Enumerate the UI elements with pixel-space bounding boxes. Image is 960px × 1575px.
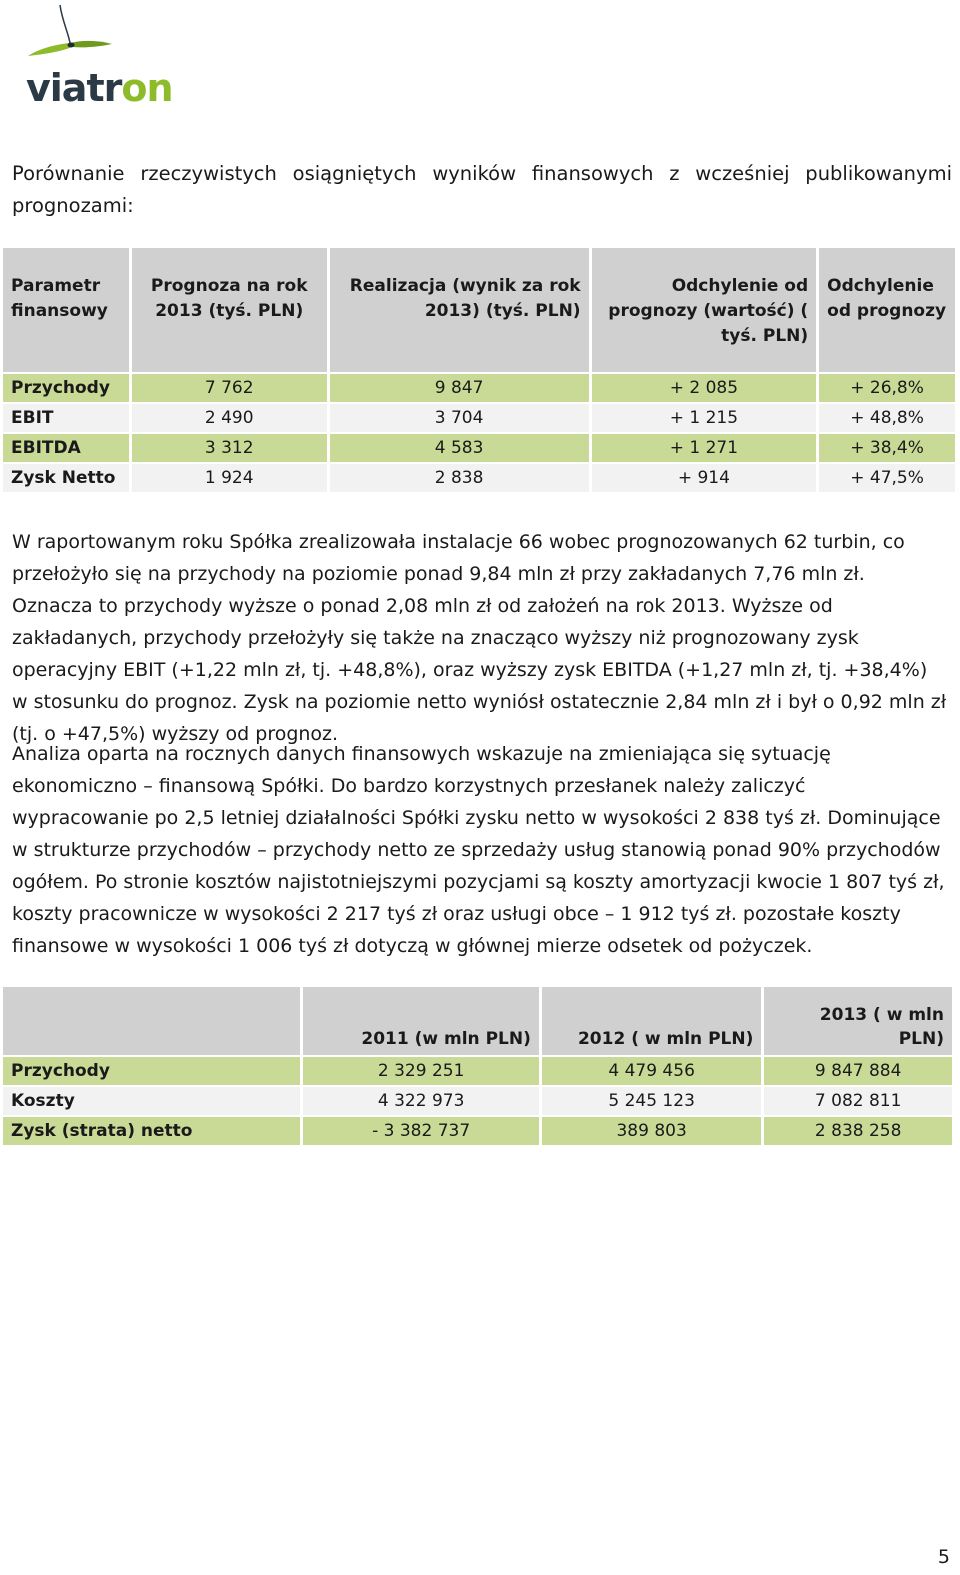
table-row — [3, 434, 955, 462]
table-row — [3, 1057, 952, 1085]
cell-2012: 4 479 456 — [542, 1057, 762, 1085]
logo-wordmark — [26, 66, 173, 110]
col-header-2011: 2011 (w mln PLN) — [303, 987, 538, 1055]
cell-2011: - 3 382 737 — [303, 1117, 538, 1145]
viatron-logo — [22, 0, 197, 110]
cell-2013: 9 847 884 — [764, 1057, 952, 1085]
table-header-row — [3, 248, 955, 372]
cell-deviation-value: + 1 271 — [592, 434, 817, 462]
cell-2012: 5 245 123 — [542, 1087, 762, 1115]
page-number: 5 — [937, 1546, 950, 1568]
row-label: Przychody — [3, 374, 129, 402]
col-header-parameter: Parametr finansowy — [3, 248, 129, 372]
cell-2011: 2 329 251 — [303, 1057, 538, 1085]
cell-realization: 4 583 — [330, 434, 589, 462]
cell-2013: 7 082 811 — [764, 1087, 952, 1115]
col-header-2013: 2013 ( w mln PLN) — [764, 987, 952, 1055]
row-label: Przychody — [3, 1057, 300, 1085]
table-row — [3, 1117, 952, 1145]
col-header-2012: 2012 ( w mln PLN) — [542, 987, 762, 1055]
col-header-deviation-value: Odchylenie od prognozy (wartość) ( tyś. PLN) — [592, 248, 817, 372]
cell-deviation-percent: + 47,5% — [819, 464, 955, 492]
cell-forecast: 1 924 — [132, 464, 327, 492]
table-row — [3, 1087, 952, 1115]
row-label: Koszty — [3, 1087, 300, 1115]
col-header-empty — [3, 987, 300, 1055]
paragraph-results: W raportowanym roku Spółka zrealizowała instalacje 66 wobec prognozowanych 62 turbin, co przełożyło się na przychody na poziomie ponad 9,84 mln zł przy zakładanych 7,76 mln zł. Oznacza to przychody wyższe o ponad 2,08 mln zł od założeń na rok 2013. Wyższe od zakładanych, przychody przełożyły się także na znacząco wyższy niż prognozowany zysk operacyjny EBIT (+1,22 mln zł, tj. +48,8%), oraz wyższy zysk EBITDA (+1,27 mln zł, tj. +38,4%) w stosunku do prognoz. Zysk na poziomie netto wyniósł ostatecznie 2,84 mln zł i był o 0,92 mln zł (tj. o +47,5%) wyższy od prognoz. — [12, 531, 947, 745]
cell-realization: 2 838 — [330, 464, 589, 492]
col-header-deviation-percent: Odchylenie od prognozy — [819, 248, 955, 372]
cell-deviation-value: + 914 — [592, 464, 817, 492]
cell-forecast: 3 312 — [132, 434, 327, 462]
table-row — [3, 464, 955, 492]
cell-deviation-value: + 2 085 — [592, 374, 817, 402]
forecast-comparison-table — [0, 246, 958, 494]
table-row — [3, 404, 955, 432]
row-label: EBIT — [3, 404, 129, 432]
cell-realization: 3 704 — [330, 404, 589, 432]
paragraph-analysis: Analiza oparta na rocznych danych finansowych wskazuje na zmieniająca się sytuację ekonomiczno – finansową Spółki. Do bardzo korzystnych przesłanek należy zaliczyć wypracowanie po 2,5 letniej działalności Spółki zysku netto w wysokości 2 838 tyś zł. Dominujące w strukturze przychodów – przychody netto ze sprzedaży usług stanowią ponad 90% przychodów ogółem. Po stronie kosztów najistotniejszymi pozycjami są koszty amortyzacji kwocie 1 807 tyś zł, koszty pracownicze w wysokości 2 217 tyś zł oraz usługi obce – 1 912 tyś zł. pozostałe koszty finansowe w wysokości 1 006 tyś zł dotyczą w głównej mierze odsetek od pożyczek. — [12, 743, 945, 957]
cell-2013: 2 838 258 — [764, 1117, 952, 1145]
intro-text: Porównanie rzeczywistych osiągniętych wyników finansowych z wcześniej publikowanymi prognozami: — [12, 162, 952, 217]
col-header-forecast: Prognoza na rok 2013 (tyś. PLN) — [132, 248, 327, 372]
cell-deviation-percent: + 48,8% — [819, 404, 955, 432]
cell-forecast: 7 762 — [132, 374, 327, 402]
table-header-row — [3, 987, 952, 1055]
table-row — [3, 374, 955, 402]
maple-seed-icon — [22, 0, 197, 70]
logo-text-green: on — [121, 66, 173, 110]
cell-deviation-percent: + 38,4% — [819, 434, 955, 462]
cell-forecast: 2 490 — [132, 404, 327, 432]
cell-2011: 4 322 973 — [303, 1087, 538, 1115]
cell-realization: 9 847 — [330, 374, 589, 402]
logo-text-dark: viatr — [26, 66, 122, 110]
cell-2012: 389 803 — [542, 1117, 762, 1145]
cell-deviation-percent: + 26,8% — [819, 374, 955, 402]
row-label: EBITDA — [3, 434, 129, 462]
cell-deviation-value: + 1 215 — [592, 404, 817, 432]
col-header-realization: Realizacja (wynik za rok 2013) (tyś. PLN) — [330, 248, 589, 372]
row-label: Zysk (strata) netto — [3, 1117, 300, 1145]
row-label: Zysk Netto — [3, 464, 129, 492]
yearly-results-table — [0, 985, 955, 1147]
